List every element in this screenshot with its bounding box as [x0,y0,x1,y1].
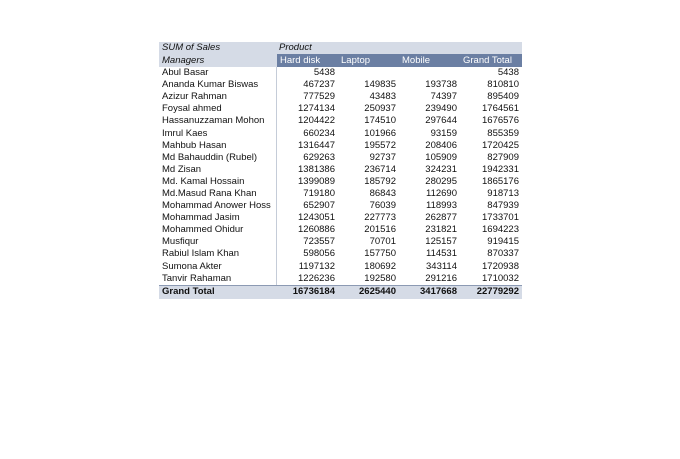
row-hard-disk-value[interactable]: 1260886 [298,224,335,236]
row-hard-disk-value[interactable]: 777529 [303,91,335,103]
pivot-row-field-label[interactable]: Managers [159,54,277,67]
row-grand-total-value[interactable]: 1720425 [482,139,519,151]
table-row [159,140,522,152]
row-grand-total-value[interactable]: 1733701 [482,212,519,224]
row-manager-name[interactable]: Mohammad Jasim [159,212,277,224]
row-mobile-value[interactable]: 208406 [425,139,457,151]
row-grand-total-value[interactable]: 855359 [487,127,519,139]
table-row [159,224,522,236]
row-hard-disk-value[interactable]: 652907 [303,200,335,212]
grand-total-label[interactable]: Grand Total [162,286,215,298]
table-row [159,91,522,103]
row-laptop-value[interactable]: 192580 [364,272,396,284]
row-mobile-value[interactable]: 297644 [425,115,457,127]
row-mobile-value[interactable]: 343114 [426,260,457,272]
row-mobile-value[interactable]: 114531 [426,248,457,260]
row-grand-total-value[interactable]: 847939 [487,200,519,212]
table-row [159,200,522,212]
row-grand-total-value[interactable]: 918713 [487,187,519,199]
row-grand-total-value[interactable]: 870337 [487,248,519,260]
row-hard-disk-value[interactable]: 1381386 [298,163,335,175]
table-row [159,115,522,127]
row-manager-name[interactable]: Md. Kamal Hossain [159,176,277,188]
row-mobile-value[interactable]: 105909 [425,151,457,163]
row-mobile-value[interactable]: 262877 [425,212,457,224]
row-mobile-value[interactable]: 118993 [426,200,457,212]
row-laptop-value[interactable]: 195572 [364,139,396,151]
row-grand-total-value[interactable]: 1942331 [482,163,519,175]
row-laptop-value[interactable]: 185792 [364,175,396,187]
grand-total-hard-disk[interactable]: 16736184 [292,286,335,298]
row-grand-total-value[interactable]: 919415 [487,236,519,248]
row-laptop-value[interactable]: 149835 [364,79,396,91]
table-row [159,188,522,200]
row-hard-disk-value[interactable]: 1399089 [298,175,335,187]
row-laptop-value[interactable]: 236714 [364,163,396,175]
row-laptop-value[interactable] [338,67,399,79]
row-laptop-value[interactable]: 174510 [364,115,396,127]
row-mobile-value[interactable]: 291216 [425,272,457,284]
grand-total-row [159,285,522,299]
column-header-grand-total[interactable]: Grand Total [460,54,522,67]
grand-total-value[interactable]: 22779292 [476,286,519,298]
row-mobile-value[interactable]: 280295 [425,175,457,187]
pivot-header-columns [159,54,522,67]
row-manager-name[interactable]: Hassanuzzaman Mohon [159,115,277,127]
row-hard-disk-value[interactable]: 1204422 [298,115,335,127]
row-grand-total-value[interactable]: 1764561 [482,103,519,115]
row-grand-total-value[interactable]: 1720938 [482,260,519,272]
row-hard-disk-value[interactable]: 1274134 [298,103,335,115]
row-manager-name[interactable]: Mohammad Anower Hoss [159,200,277,212]
column-header-hard-disk[interactable]: Hard disk [277,54,338,67]
table-row [159,79,522,91]
row-grand-total-value[interactable]: 827909 [487,151,519,163]
table-row [159,248,522,260]
row-manager-name[interactable]: Ananda Kumar Biswas [159,79,277,91]
row-hard-disk-value[interactable]: 629263 [303,151,335,163]
row-manager-name[interactable]: Md Bahauddin (Rubel) [159,152,277,164]
table-row [159,164,522,176]
row-grand-total-value[interactable]: 1710032 [482,272,519,284]
row-manager-name[interactable]: Md.Masud Rana Khan [159,188,277,200]
table-row [159,103,522,115]
row-laptop-value[interactable]: 101966 [364,127,396,139]
row-manager-name[interactable]: Abul Basar [159,67,277,79]
row-hard-disk-value[interactable]: 719180 [303,187,335,199]
row-mobile-value[interactable]: 231821 [425,224,457,236]
row-manager-name[interactable]: Md Zisan [159,164,277,176]
table-row [159,273,522,285]
row-hard-disk-value[interactable]: 660234 [303,127,335,139]
table-row [159,236,522,248]
row-mobile-value[interactable]: 324231 [425,163,457,175]
row-hard-disk-value[interactable]: 598056 [303,248,335,260]
row-laptop-value[interactable]: 227773 [364,212,396,224]
row-hard-disk-value[interactable]: 1316447 [298,139,335,151]
pivot-data-field-label[interactable]: SUM of Sales [162,42,221,53]
row-grand-total-value[interactable]: 1694223 [482,224,519,236]
row-hard-disk-value[interactable]: 1226236 [298,272,335,284]
grand-total-mobile[interactable]: 3417668 [420,286,457,298]
row-manager-name[interactable]: Imrul Kaes [159,127,277,139]
row-laptop-value[interactable]: 92737 [369,151,396,163]
table-row [159,152,522,164]
row-mobile-value[interactable]: 239490 [425,103,457,115]
row-mobile-value[interactable]: 112690 [426,187,457,199]
row-hard-disk-value[interactable]: 1243051 [298,212,335,224]
row-manager-name[interactable]: Musfiqur [159,236,277,248]
row-manager-name[interactable]: Sumona Akter [159,261,277,273]
table-row [159,261,522,273]
row-mobile-value[interactable]: 93159 [430,127,457,139]
table-row [159,67,522,79]
row-grand-total-value[interactable]: 895409 [487,91,519,103]
row-laptop-value[interactable]: 76039 [369,200,396,212]
column-header-laptop[interactable]: Laptop [338,54,399,67]
row-hard-disk-value[interactable]: 5438 [313,67,335,79]
row-hard-disk-value[interactable]: 1197132 [298,260,335,272]
row-hard-disk-value[interactable]: 723557 [303,236,335,248]
pivot-rows [159,67,522,285]
row-manager-name[interactable]: Rabiul Islam Khan [159,248,277,260]
row-manager-name[interactable]: Tanvir Rahaman [159,273,277,285]
row-laptop-value[interactable]: 180692 [364,260,396,272]
pivot-header-top [159,42,522,54]
row-manager-name[interactable]: Mohammed Ohidur [159,224,277,236]
row-grand-total-value[interactable]: 1676576 [482,115,519,127]
table-row [159,176,522,188]
row-laptop-value[interactable]: 70701 [369,236,396,248]
pivot-column-field-label[interactable]: Product [279,42,312,53]
row-mobile-value[interactable]: 193738 [425,79,457,91]
row-mobile-value[interactable]: 125157 [425,236,457,248]
pivot-table [159,42,522,299]
row-grand-total-value[interactable]: 1865176 [482,175,519,187]
row-laptop-value[interactable]: 43483 [369,91,396,103]
column-header-mobile[interactable]: Mobile [399,54,460,67]
table-row [159,127,522,139]
row-laptop-value[interactable]: 250937 [364,103,396,115]
row-hard-disk-value[interactable]: 467237 [303,79,335,91]
row-grand-total-value[interactable]: 810810 [487,79,519,91]
row-manager-name[interactable]: Foysal ahmed [159,103,277,115]
row-laptop-value[interactable]: 157750 [364,248,396,260]
row-laptop-value[interactable]: 201516 [364,224,396,236]
row-mobile-value[interactable] [399,67,460,79]
row-grand-total-value[interactable]: 5438 [497,67,519,79]
row-manager-name[interactable]: Mahbub Hasan [159,140,277,152]
grand-total-laptop[interactable]: 2625440 [359,286,396,298]
row-manager-name[interactable]: Azizur Rahman [159,91,277,103]
row-mobile-value[interactable]: 74397 [430,91,457,103]
row-laptop-value[interactable]: 86843 [369,187,396,199]
table-row [159,212,522,224]
